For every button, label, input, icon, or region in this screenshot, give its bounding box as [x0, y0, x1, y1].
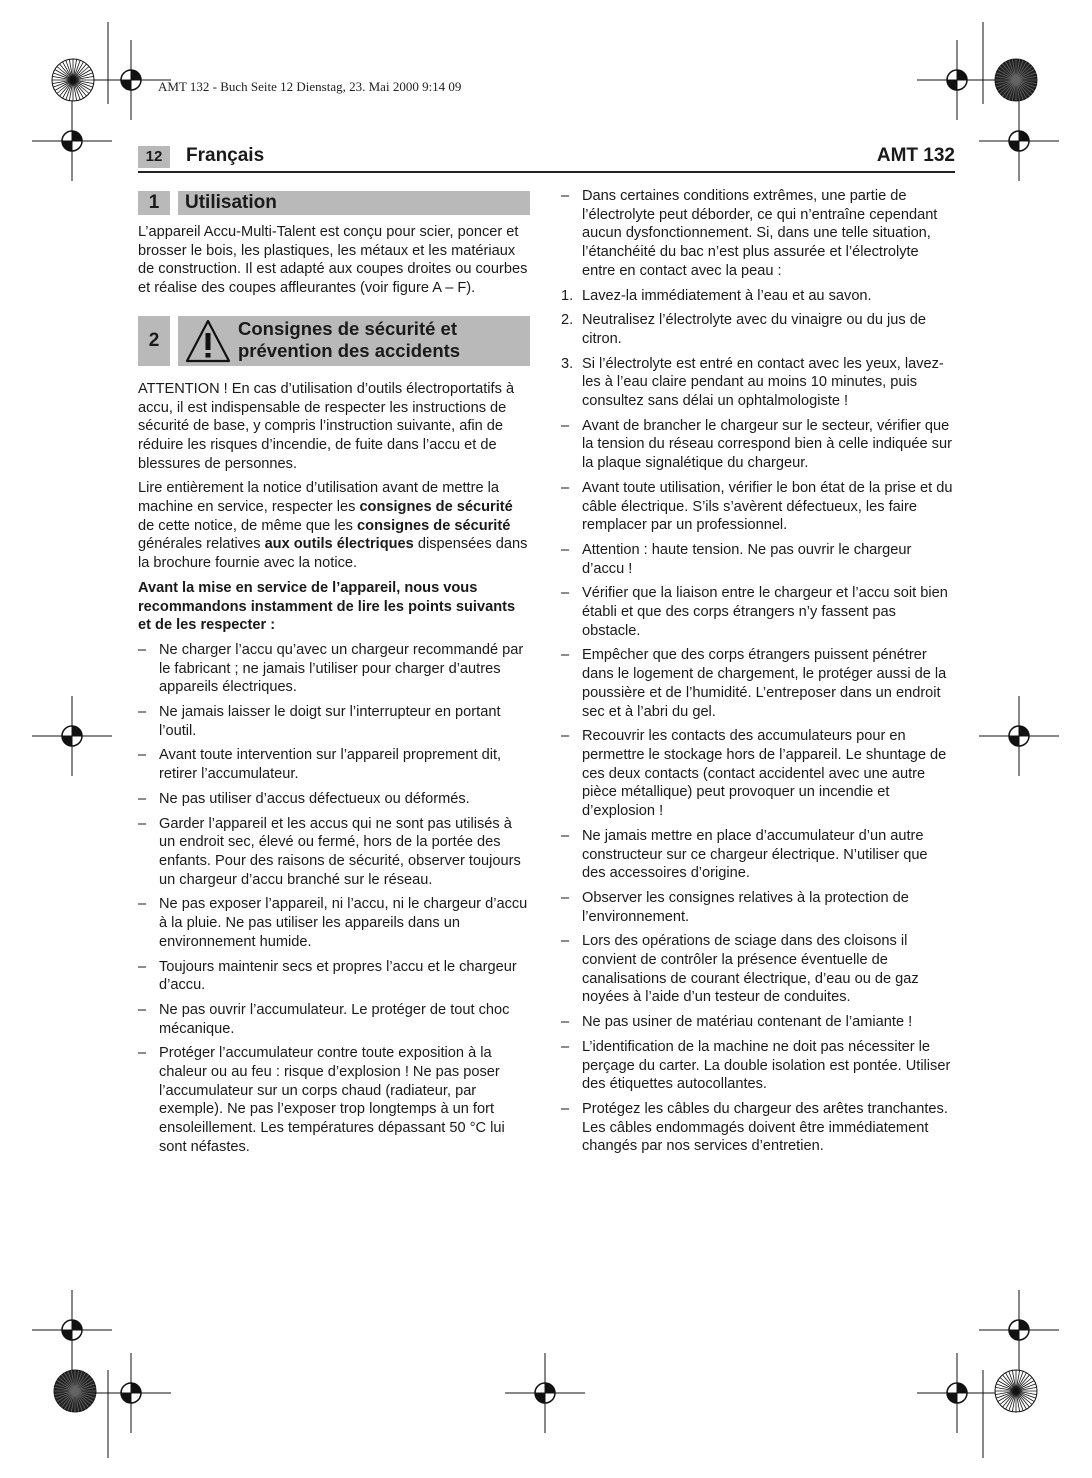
list-item: – Ne charger l’accu qu’avec un chargeur recommandé par le fabricant ; ne jamais l’utiliser pour charger d’autres appareils électriques.	[138, 641, 532, 697]
right-dash-list	[561, 417, 955, 1156]
list-item: – Observer les consignes relatives à la protection de l’environnement.	[561, 889, 955, 926]
list-item: – Ne pas utiliser d’accus défectueux ou déformés.	[138, 790, 532, 809]
item-number: 1.	[561, 287, 574, 304]
text-run-bold: consignes de sécurité	[359, 499, 513, 516]
section-title-box	[178, 316, 530, 366]
text-run: dispensées dans la brochure fournie avec la notice.	[138, 536, 528, 572]
section-title: Utilisation	[178, 191, 530, 215]
list-item: – Avant de brancher le chargeur sur le secteur, vérifier que la tension du réseau correspond bien à celle indiquée sur la plaque signalétique du chargeur.	[561, 417, 955, 473]
model-label: AMT 132	[876, 145, 955, 166]
list-item: – Ne jamais laisser le doigt sur l’interrupteur en portant l’outil.	[138, 703, 532, 740]
section-number: 1	[138, 191, 170, 215]
list-item: – Toujours maintenir secs et propres l’accu et le chargeur d’accu.	[138, 958, 532, 995]
numbered-item	[561, 287, 955, 306]
item-text: Lavez-la immédiatement à l’eau et au savon.	[582, 287, 872, 304]
section-1-body: L’appareil Accu-Multi-Talent est conçu pour scier, poncer et brosser le bois, les plastiques, les métaux et les matériaux de construction. Il est adapté aux coupes droites ou courbes et réalise des coupes affleurantes (voir figure A – F).	[138, 224, 528, 297]
list-item: – Protégez les câbles du chargeur des arêtes tranchantes. Les câbles endommagés doivent être immédiatement changés par nos services d’entretien.	[561, 1100, 955, 1156]
warning-triangle-icon	[184, 318, 232, 364]
numbered-item	[561, 311, 955, 348]
section-1-heading	[138, 191, 532, 215]
avant-paragraph: Avant la mise en service de l’appareil, nous vous recommandons instamment de lire les points suivants et de les respecter :	[138, 579, 516, 634]
list-item: – Ne pas usiner de matériau contenant de l’amiante !	[561, 1013, 955, 1032]
page-number: 12	[138, 146, 170, 168]
item-number: 3.	[561, 355, 574, 372]
attention-paragraph: ATTENTION ! En cas d’utilisation d’outils électroportatifs à accu, il est indispensable de respecter les instructions de sécurité de base, y compris l’instruction suivante, afin de réduire les risques d’incendie, de fuite dans l’accu et de blessures de personnes.	[138, 380, 515, 472]
section-number: 2	[138, 316, 170, 366]
list-item: – L’identification de la machine ne doit pas nécessiter le perçage du carter. La double isolation est pontée. Utiliser des étiquettes autocollantes.	[561, 1038, 955, 1094]
list-item: – Attention : haute tension. Ne pas ouvrir le chargeur d’accu !	[561, 541, 955, 578]
list-item: – Lors des opérations de sciage dans des cloisons il convient de contrôler la présence éventuelle de canalisations de courant électrique, d’eau ou de gaz noyées à l’aide d’un testeur de conduites.	[561, 932, 955, 1007]
section-title-line1: Consignes de sécurité et	[238, 317, 457, 339]
list-item: – Ne jamais mettre en place d’accumulateur d’un autre constructeur sur ce chargeur électrique. N’utiliser que des accessoires d’origine.	[561, 827, 955, 883]
section-title	[238, 318, 460, 362]
list-item: – Garder l’appareil et les accus qui ne sont pas utilisés à un endroit sec, élevé ou fermé, hors de la portée des enfants. Pour des raisons de sécurité, observer toujours un chargeur d’accu branché sur le réseau.	[138, 815, 532, 890]
print-imprint: AMT 132 - Buch Seite 12 Dienstag, 23. Mai 2000 9:14 09	[158, 79, 462, 94]
list-item: – Empêcher que des corps étrangers puissent pénétrer dans le logement de chargement, le protéger aussi de la poussière et de l’humidité. L’entreposer dans un endroit sec et à l’abri du gel.	[561, 646, 955, 721]
list-item: – Ne pas ouvrir l’accumulateur. Le protéger de tout choc mécanique.	[138, 1001, 532, 1038]
item-text: Si l’électrolyte est entré en contact avec les yeux, lavez-les à l’eau claire pendant au moins 10 minutes, puis consultez sans délai un ophtalmologiste !	[582, 355, 944, 410]
language-label: Français	[186, 145, 265, 166]
lire-paragraph	[138, 479, 532, 573]
list-item: – Avant toute utilisation, vérifier le bon état de la prise et du câble électrique. S’ils s’avèrent défectueux, les faire remplacer par un professionnel.	[561, 479, 955, 535]
text-run: Lire entièrement la notice d’utilisation avant de mettre la machine en service, respecter les	[138, 480, 499, 516]
text-run-bold: aux outils électriques	[264, 536, 414, 553]
text-run: générales relatives	[138, 536, 265, 553]
item-number: 2.	[561, 312, 574, 329]
left-dash-list	[138, 641, 532, 1157]
section-2-heading	[138, 316, 532, 366]
numbered-item	[561, 355, 955, 411]
text-run-bold: consignes de sécurité	[357, 517, 511, 534]
list-item: – Recouvrir les contacts des accumulateurs pour en permettre le stockage hors de l’appareil. Le shuntage de ces deux contacts (contact accidentel avec une autre pièce métallique) peut provoquer un incendie et d’explosion !	[561, 727, 955, 821]
list-item: – Protéger l’accumulateur contre toute exposition à la chaleur ou au feu : risque d’explosion ! Ne pas poser l’accumulateur sur un corps chaud (radiateur, par exemple). Ne pas l’exposer trop longtemps à un fort ensoleillement. Les températures dépassant 50 °C lui sont néfastes.	[138, 1044, 532, 1156]
left-column	[138, 191, 532, 1163]
right-column	[561, 187, 955, 1162]
list-item: – Dans certaines conditions extrêmes, une partie de l’électrolyte peut déborder, ce qui n’entraîne cependant aucun dysfonctionnement. Si, dans une telle situation, l’étanchéité du bac n’est plus assurée et l’électrolyte entre en contact avec la peau :	[561, 187, 955, 281]
list-item: – Avant toute intervention sur l’appareil proprement dit, retirer l’accumulateur.	[138, 746, 532, 783]
section-title-line2: prévention des accidents	[238, 339, 461, 361]
text-run: de cette notice, de même que les	[138, 517, 358, 534]
list-item: – Ne pas exposer l’appareil, ni l’accu, ni le chargeur d’accu à la pluie. Ne pas utiliser les appareils dans un environnement humide.	[138, 895, 532, 951]
numbered-list	[561, 287, 955, 411]
page-header	[138, 143, 955, 173]
electrolyte-list	[561, 187, 955, 281]
list-item: – Vérifier que la liaison entre le chargeur et l’accu soit bien établi et que des corps étrangers n’y fassent pas obstacle.	[561, 584, 955, 640]
item-text: Neutralisez l’électrolyte avec du vinaigre ou du jus de citron.	[582, 312, 926, 347]
